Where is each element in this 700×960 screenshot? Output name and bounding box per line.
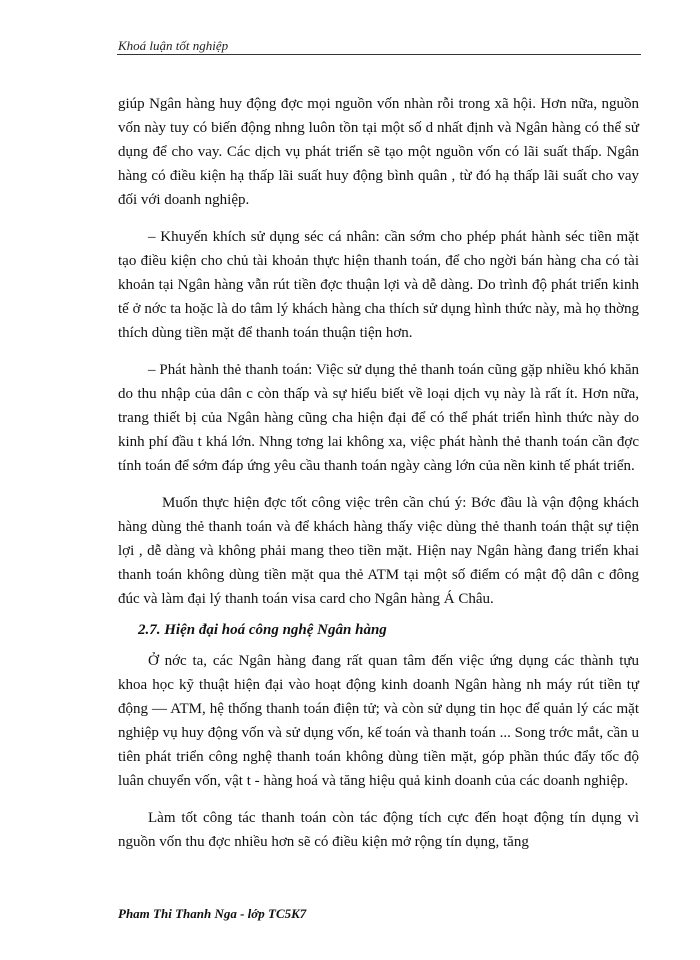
paragraph-payment-card: – Phát hành thẻ thanh toán: Việc sử dụng thẻ thanh toán cũng gặp nhiều khó khăn do thu nhập của dân c còn thấp và sự hiểu biết về loại dịch vụ này là rất ít. Hơn nữa, trang thiết bị của Ngân hàng cũng cha hiện đại để có thể phát triển hình thức này do kinh phí đầu t khá lớn. Nhng tơng lai không xa, việc phát hành thẻ thanh toán cần đợc tính toán để sớm đáp ứng yêu cầu thanh toán ngày càng lớn của nền kinh tế phát triển. <box>118 362 639 474</box>
page-footer: Pham Thi Thanh Nga - lớp TC5K7 <box>118 906 307 921</box>
document-body <box>118 92 639 854</box>
paragraph-payment-credit: Làm tốt công tác thanh toán còn tác động tích cực đến hoạt động tín dụng vì nguồn vốn thu đợc nhiều hơn sẽ có điều kiện mở rộng tín dụng, tăng <box>118 810 639 850</box>
paragraph-personal-cheque: – Khuyến khích sử dụng séc cá nhân: cần sớm cho phép phát hành séc tiền mặt tạo điều kiện cho chủ tài khoản thực hiện thanh toán, để cho ngời bán hàng cha có tài khoản tại Ngân hàng vẫn rút tiền đợc thuận lợi và dễ dàng. Do trình độ phát triển kinh tế ở nớc ta hoặc là do tâm lý khách hàng cha thích sử dụng hình thức này, mà họ thờng thích dùng tiền mặt để thanh toán thuận tiện hơn. <box>118 229 639 341</box>
paragraph-technology: Ở nớc ta, các Ngân hàng đang rất quan tâm đến việc ứng dụng các thành tựu khoa học kỹ thuật hiện đại vào hoạt động kinh doanh Ngân hàng nh máy rút tiền tự động — ATM, hệ thống thanh toán điện tử; và còn sử dụng tin học để quản lý các mặt nghiệp vụ huy động vốn và sử dụng vốn, kế toán và thanh toán ... Song trớc mắt, cần u tiên phát triển công nghệ thanh toán không dùng tiền mặt, góp phần thúc đẩy tốc độ luân chuyển vốn, vật t - hàng hoá và tăng hiệu quả kinh doanh của các doanh nghiệp. <box>118 653 639 789</box>
section-heading: 2.7. Hiện đại hoá công nghệ Ngân hàng <box>138 622 387 638</box>
page-header-title: Khoá luận tốt nghiệp <box>118 38 229 53</box>
paragraph-implementation: Muốn thực hiện đợc tốt công việc trên cần chú ý: Bớc đầu là vận động khách hàng dùng thẻ thanh toán và để khách hàng thấy việc dùng thẻ thanh toán thật sự tiện lợi , dễ dàng và không phải mang theo tiền mặt. Hiện nay Ngân hàng đang triển khai thanh toán không dùng tiền mặt qua thẻ ATM tại một số điểm có mật độ dân c đông đúc và làm đại lý thanh toán visa card cho Ngân hàng Á Châu. <box>118 495 639 607</box>
header-divider <box>117 54 641 55</box>
paragraph-1: giúp Ngân hàng huy động đợc mọi nguồn vốn nhàn rỗi trong xã hội. Hơn nữa, nguồn vốn này tuy có biến động nhng luôn tồn tại một số d nhất định và Ngân hàng có thể sử dụng để cho vay. Các dịch vụ phát triển sẽ tạo một nguồn vốn có lãi suất thấp. Ngân hàng có điều kiện hạ thấp lãi suất huy động bình quân , từ đó hạ thấp lãi suất cho vay đối với doanh nghiệp. <box>118 96 639 208</box>
